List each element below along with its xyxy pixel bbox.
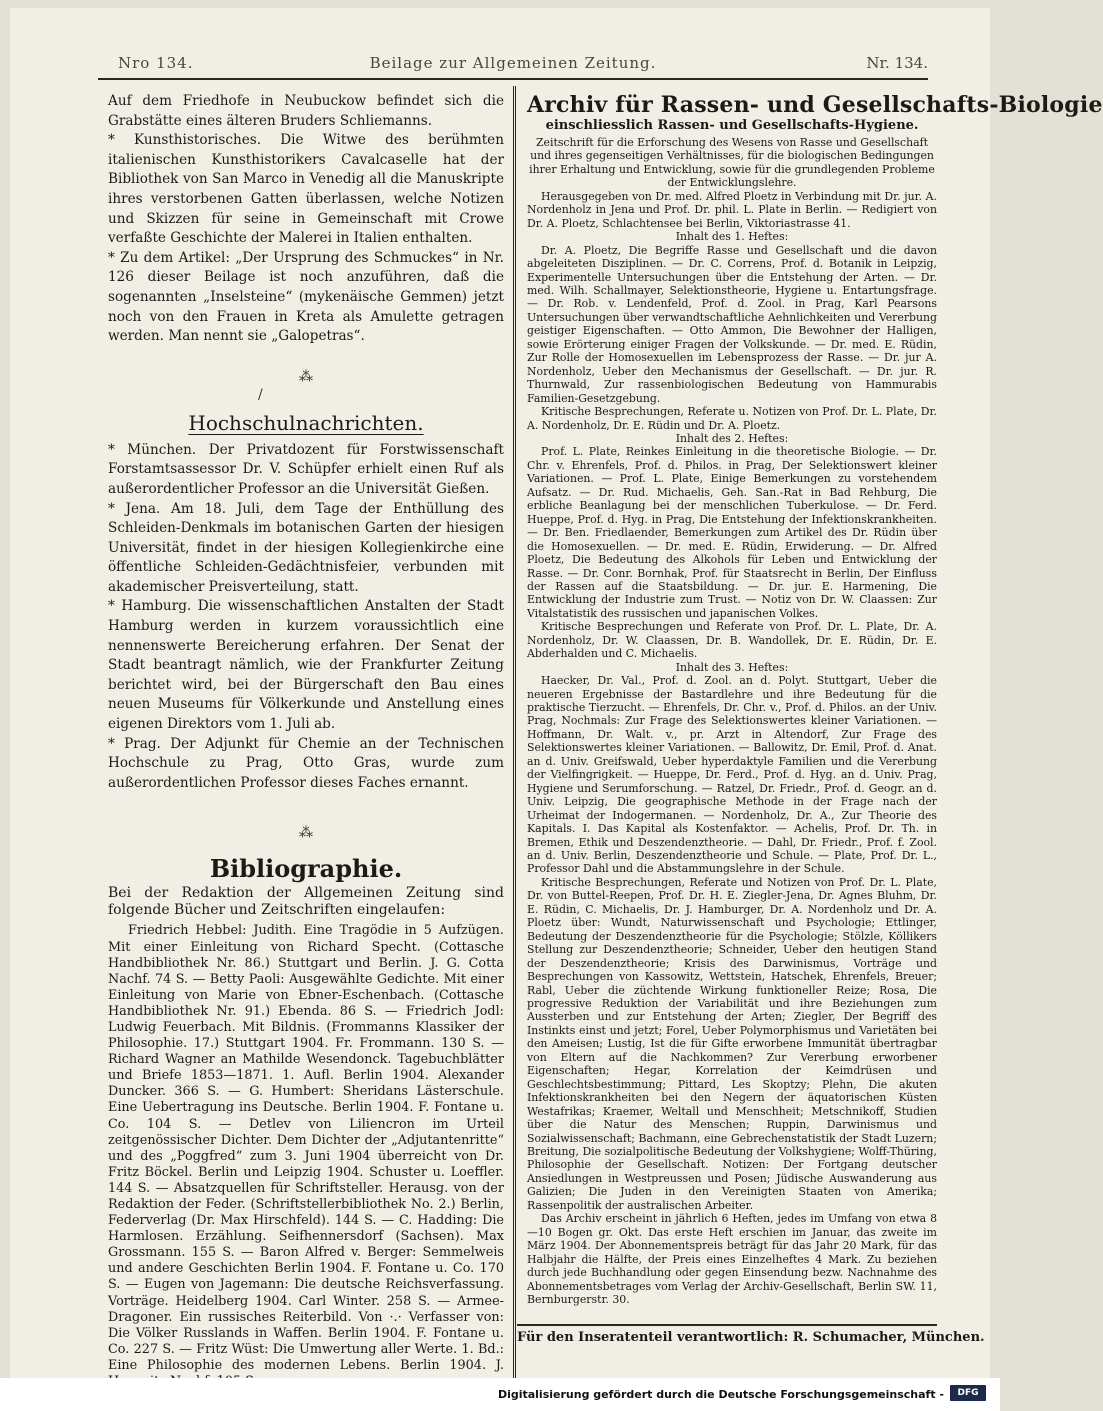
bibliography-intro: Bei der Redaktion der Allgemeinen Zeitung sind folgende Bücher und Zeitschriften eingelaufen: [108,885,504,919]
newspaper-page [10,8,1103,1378]
advert-body [527,136,937,1306]
imprint-line: Für den Inseratenteil verantwortlich: R. Schumacher, München. [517,1324,937,1345]
header-rule [98,78,928,80]
advert-subtitle: einschliesslich Rassen- und Gesellschafts-Hygiene. [545,118,919,133]
ornament-asterism: ⁂ [299,368,313,385]
ornament-asterism-2: ⁂ [299,825,313,842]
digitization-footer [0,1378,1000,1411]
section-title-bibliographie: Bibliographie. [209,854,403,884]
issue-1-heading: Inhalt des 1. Heftes: [675,230,789,244]
advert-editors: Herausgegeben von Dr. med. Alfred Ploetz in Verbindung mit Dr. jur. A. Nordenholz in Jena und Prof. Dr. phil. L. Plate in Berlin. — Redigiert von Dr. A. Ploetz, Schlachtensee bei Berlin, Viktoriastrasse 41. [527,189,937,230]
news-muenchen: * München. Der Privatdozent für Forstwissenschaft Forstamtsassessor Dr. V. Schüpfer erhielt einen Ruf als außerordentlicher Professor an die Universität Gießen. [108,441,504,497]
news-hamburg: * Hamburg. Die wissenschaftlichen Anstalten der Stadt Hamburg werden in kurzem voraussichtlich eine nennenswerte Bereicherung erfahren. Der Senat der Stadt beantragt nämlich, wie der Frankfurter Zeitung berichtet wird, bei der Bürgerschaft den Bau eines neuen Museums für Völkerkunde und Anstellung eines eigenen Direktors vom 1. Juli ab. [108,598,504,733]
page-header [98,52,928,76]
advert-title: Archiv für Rassen- und Gesellschafts-Biologie [527,92,1103,118]
issue-3-reviews: Kritische Besprechungen, Referate und Notizen von Prof. Dr. L. Plate, Dr. von Buttel-Reepen, Prof. Dr. H. E. Ziegler-Jena, Dr. Agnes Bluhm, Dr. E. Rüdin, C. Michaelis, Dr. J. Hamburger, Dr. A. Nordenholz und Dr. A. Ploetz über: Wundt, Naturwissenschaft und Psychologie; Ettlinger, Bedeutung der Deszendenztheorie für die Psychologie; Stölzle, Köllikers Stellung zur Deszendenztheorie; Schneider, Ueber den heutigen Stand der Deszendenztheorie; Krisis des Darwinismus, Vorträge und Besprechungen von Kassowitz, Wettstein, Hatschek, Ehrenfels, Breuer; Rabl, Ueber die züchtende Wirkung funktioneller Reize; Rosa, Die progressive Reduktion der Variabilität und ihre Beziehungen zum Aussterben und zur Entstehung der Arten; Ziegler, Der Begriff des Instinkts einst und jetzt; Forel, Ueber Polymorphismus und Varietäten bei den Ameisen; Lustig, Ist die für Gifte erworbene Immunität übertragbar von Eltern auf die Nachkommen? Zur Vererbung erworbener Eigenschaften; Hegar, Korrelation der Keimdrüsen und Geschlechtsbestimmung; Pittard, Les Skoptzy; Plehn, Die akuten Infektionskrankheiten bei den Negern der äquatorischen Küsten Westafrikas; Kraemer, Weltall und Menschheit; Metschnikoff, Studien über die Natur des Menschen; Ruppin, Darwinismus und Sozialwissenschaft; Bachmann, eine Gebrechenstatistik der Stadt Luzern; Breitung, Die sozialpolitische Bedeutung der Volkshygiene; Wolff-Thüring, Philosophie der Gesellschaft. Notizen: Der Fortgang deutscher Ansiedlungen in Westpreussen und Posen; Jüdische Auswanderung aus Galizien; Die Juden in den Vereinigten Staaten von Amerika; Rassenpolitik der australischen Arbeiter. [527,875,937,1212]
issue-1-contents: Dr. A. Ploetz, Die Begriffe Rasse und Gesellschaft und die davon abgeleiteten Disziplinen. — Dr. C. Correns, Prof. d. Botanik in Leipzig, Experimentelle Untersuchungen über die Entstehung der Arten. — Dr. med. Wilh. Schallmayer, Selektionstheorie, Hygiene u. Entartungsfrage. — Dr. Rob. v. Lendenfeld, Prof. d. Zool. in Prag, Karl Pearsons Untersuchungen über verwandtschaftliche Aehnlichkeiten und Vererbung geistiger Eigenschaften. — Otto Ammon, Die Bewohner der Halligen, sowie Erörterung einiger Fragen der Volkskunde. — Dr. med. E. Rüdin, Zur Rolle der Homosexuellen im Lebensprozess der Rasse. — Dr. jur A. Nordenholz, Ueber den Mechanismus der Gesellschaft. — Dr. jur. R. Thurnwald, Zur rassenbiologischen Bedeutung von Hammurabis Familien-Gesetzgebung. [527,243,937,405]
subscription-info: Das Archiv erscheint in jährlich 6 Heften, jedes im Umfang von etwa 8—10 Bogen gr. Okt. Das erste Heft erschien im Januar, das zweite im März 1904. Der Abonnementspreis beträgt für das Jahr 20 Mark, für das Halbjahr die Hälfte, der Preis eines Einzelheftes 4 Mark. Zu beziehen durch jede Buchhandlung oder gegen Einsendung bezw. Nachnahme des Abonnementsbetrages vom Verlag der Archiv-Gesellschaft, Berlin SW. 11, Bernburgerstr. 30. [527,1212,937,1306]
issue-2-contents: Prof. L. Plate, Reinkes Einleitung in die theoretische Biologie. — Dr. Chr. v. Ehrenfels, Prof. d. Philos. in Prag, Der Selektionswert kleiner Variationen. — Prof. L. Plate, Einige Bemerkungen zu vorstehendem Aufsatz. — Dr. Rud. Michaelis, Geh. San.-Rat in Bad Rehburg, Die erbliche Beanlagung bei der menschlichen Tuberkulose. — Dr. Ferd. Hueppe, Prof. d. Hyg. in Prag, Die Entstehung der Infektionskrankheiten. — Dr. Ben. Friedlaender, Bemerkungen zum Artikel des Dr. Rüdin über die Homosexuellen. — Dr. med. E. Rüdin, Erwiderung. — Dr. Alfred Ploetz, Die Bedeutung des Alkohols für Leben und Entwicklung der Rasse. — Dr. Conr. Bornhak, Prof. für Staatsrecht in Berlin, Der Einfluss der Rassen auf die Staatsbildung. — Dr. jur. E. Harmening, Die Entwicklung der Industrie zum Trust. — Notiz von Dr. W. Claassen: Zur Vitalstatistik des russischen und japanischen Volkes. [527,445,937,620]
news-jena: * Jena. Am 18. Juli, dem Tage der Enthüllung des Schleiden-Denkmals im botanischen Garten der hiesigen Universität, findet in der hiesigen Kollegienkirche eine öffentliche Schleiden-Gedächtnisfeier, verbunden mit akademischer Preisverteilung, statt. [108,500,504,595]
advert-description: Zeitschrift für die Erforschung des Wesens von Rasse und Gesellschaft und ihres gegenseitigen Verhältnisses, für die biologischen Bedingungen ihrer Erhaltung und Entwicklung, sowie für die grundlegenden Probleme der Entwicklungslehre. [529,136,935,190]
issue-3-heading: Inhalt des 3. Heftes: [675,660,789,674]
issue-3-contents: Haecker, Dr. Val., Prof. d. Zool. an d. Polyt. Stuttgart, Ueber die neueren Ergebnisse der Bastardlehre und ihre Bedeutung für die praktische Tierzucht. — Ehrenfels, Dr. Chr. v., Prof. d. Philos. an der Univ. Prag, Nochmals: Zur Frage des Selektionswertes kleiner Variationen. — Hoffmann, Dr. Walt. v., pr. Arzt in Altendorf, Zur Frage des Selektionswertes kleiner Variationen. — Ballowitz, Dr. Emil, Prof. d. Anat. an d. Univ. Greifswald, Ueber hyperdaktyle Familien und die Vererbung der Vielfingrigkeit. — Hueppe, Dr. Ferd., Prof. d. Hyg. an d. Univ. Prag, Hygiene und Serumforschung. — Ratzel, Dr. Friedr., Prof. d. Geogr. an d. Univ. Leipzig, Die geographische Methode in der Frage nach der Urheimat der Indogermanen. — Nordenholz, Dr. A., Zur Theorie des Kapitals. I. Das Kapital als Kostenfaktor. — Achelis, Prof. Dr. Th. in Bremen, Ethik und Deszendenztheorie. — Dahl, Dr. Friedr., Prof. f. Zool. an d. Univ. Berlin, Deszendenztheorie und Schule. — Plate, Prof. Dr. L., Professor Dahl und die Abstammungslehre in der Schule. [527,674,937,876]
issue-2-reviews: Kritische Besprechungen und Referate von Prof. Dr. L. Plate, Dr. A. Nordenholz, Dr. W. Claassen, Dr. B. Wandollek, Dr. E. Rüdin, Dr. E. Abderhalden und C. Michaelis. [527,620,937,661]
header-left: Nro 134. [118,54,194,72]
paragraph-schmuck: * Zu dem Artikel: „Der Ursprung des Schmuckes“ in Nr. 126 dieser Beilage ist noch anzuführen, daß die sogenannten „Inselsteine“ (mykenäische Gemmen) jetzt noch von den Frauen in Kreta als Amulette getragen werden. Man nennt sie „Galopetras“. [108,249,504,345]
bibliography-list: Friedrich Hebbel: Judith. Eine Tragödie in 5 Aufzügen. Mit einer Einleitung von Richard Specht. (Cottasche Handbibliothek Nr. 86.) Stuttgart und Berlin. J. G. Cotta Nachf. 74 S. — Betty Paoli: Ausgewählte Gedichte. Mit einer Einleitung von Marie von Ebner-Eschenbach. (Cottasche Handbibliothek Nr. 91.) Ebenda. 86 S. — Friedrich Jodl: Ludwig Feuerbach. Mit Bildnis. (Frommanns Klassiker der Philosophie. 17.) Stuttgart 1904. Fr. Frommann. 130 S. — Richard Wagner an Mathilde Wesendonck. Tagebuchblätter und Briefe 1853—1871. 1. Aufl. Berlin 1904. Alexander Duncker. 366 S. — G. Humbert: Sheridans Lästerschule. Eine Uebertragung ins Deutsche. Berlin 1904. F. Fontane u. Co. 104 S. — Detlev von Liliencron im Urteil zeitgenössischer Dichter. Dem Dichter der „Adjutantenritte“ und des „Poggfred“ zum 3. Juni 1904 überreicht von Dr. Fritz Böckel. Berlin und Leipzig 1904. Schuster u. Loeffler. 144 S. — Absatzquellen für Schriftsteller. Herausg. von der Redaktion der Feder. (Schriftstellerbibliothek No. 2.) Berlin, Federverlag (Dr. Max Hirschfeld). 144 S. — C. Hadding: Die Harmlosen. Erzählung. Seifhennersdorf (Sachsen). Max Grossmann. 155 S. — Baron Alfred v. Berger: Semmelweis und andere Geschichten Berlin 1904. F. Fontane u. Co. 170 S. — Eugen von Jagemann: Die deutsche Reichsverfassung. Vorträge. Heidelberg 1904. Carl Winter. 258 S. — Armee-Dragoner. Ein russisches Reiterbild. Von ·.· Verfasser von: Die Völker Russlands in Waffen. Berlin 1904. F. Fontane u. Co. 227 S. — Fritz Wüst: Die Umwertung aller Werte. 1. Bd.: Eine Philosophie des modernen Lebens. Berlin 1904. J. [108,923,504,1373]
header-title: Beilage zur Allgemeinen Zeitung. [369,54,657,72]
news-prag: * Prag. Der Adjunkt für Chemie an der Technischen Hochschule zu Prag, Otto Gras, wurde zum außerordentlichen Professor dieses Faches ernannt. [108,735,504,791]
section-title-hochschul: Hochschulnachrichten. [188,410,424,435]
left-column [108,92,504,1390]
header-issue-number: Nr. 134. [866,54,928,72]
column-separator [513,86,516,1381]
right-column [527,92,1103,1306]
ornament-mark: / [258,386,263,403]
paragraph-schliemann: Auf dem Friedhofe in Neubuckow befindet sich die Grabstätte eines älteren Bruders Schliemanns. [108,93,504,129]
issue-1-reviews: Kritische Besprechungen, Referate u. Notizen von Prof. Dr. L. Plate, Dr. A. Nordenholz, Dr. E. Rüdin und Dr. A. Ploetz. [527,405,938,432]
dfg-logo-icon: DFG [950,1385,986,1401]
footer-credit: Digitalisierung gefördert durch die Deutsche Forschungsgemeinschaft - [497,1388,944,1401]
paragraph-kunsthistorisches: * Kunsthistorisches. Die Witwe des berühmten italienischen Kunsthistorikers Cavalcaselle hat der Bibliothek von San Marco in Venedig all die Manuskripte ihres verstorbenen Gatten überlassen, welche Notizen und Skizzen für seine in Gemeinschaft mit Crowe verfaßte Geschichte der Malerei in Italien enthalten. [108,132,504,247]
issue-2-heading: Inhalt des 2. Heftes: [675,431,789,445]
